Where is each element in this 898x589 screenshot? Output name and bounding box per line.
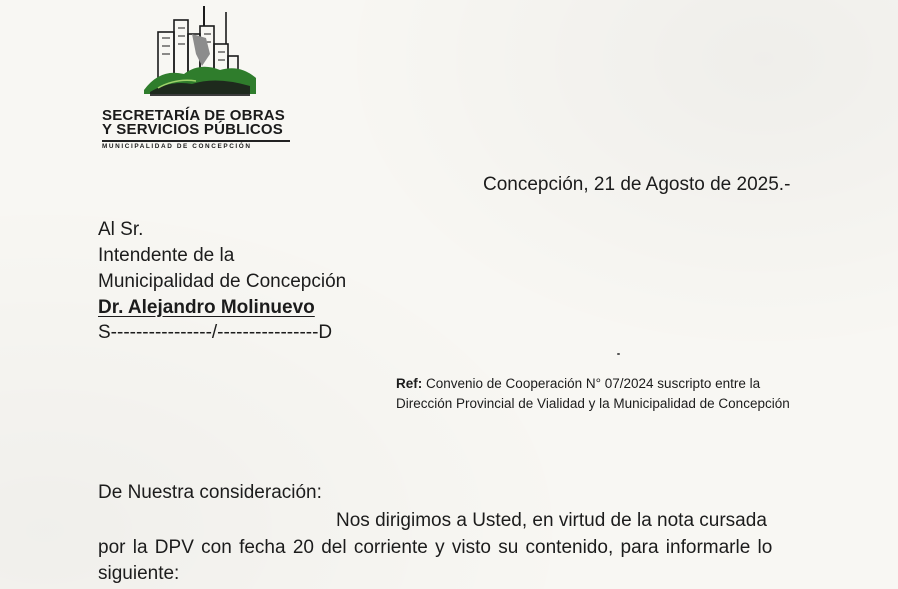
reference-block (396, 374, 816, 414)
logo-title-line2: Y SERVICIOS PÚBLICOS (102, 121, 283, 138)
body-line-2: por la DPV con fecha 20 del corriente y visto su contenido, para informarle lo (98, 537, 773, 558)
body-line-1: Nos dirigimos a Usted, en virtud de la nota cursada (336, 510, 767, 531)
secretaria-logo (100, 4, 296, 154)
letter-date: Concepción, 21 de Agosto de 2025.- (483, 174, 791, 195)
addressee-role: Intendente de la (98, 245, 235, 266)
addressee-institution: Municipalidad de Concepción (98, 271, 347, 292)
paper-speck (617, 353, 620, 355)
logo-subtitle: MUNICIPALIDAD DE CONCEPCIÓN (102, 143, 252, 150)
salutation: De Nuestra consideración: (98, 482, 322, 503)
logo-divider (102, 140, 290, 142)
body-line-3: siguiente: (98, 563, 180, 584)
addressee-sd: S----------------/----------------D (98, 322, 333, 343)
addressee-name: Dr. Alejandro Molinuevo (98, 297, 315, 318)
city-skyline-logo-icon (140, 4, 260, 108)
logo-title-line1: SECRETARÍA DE OBRAS (102, 107, 285, 124)
reference-text: Convenio de Cooperación N° 07/2024 suscripto entre la Dirección Provincial de Vialidad y la Municipalidad de Concepción (396, 376, 790, 411)
reference-label: Ref: (396, 376, 423, 391)
addressee-title: Al Sr. (98, 219, 144, 240)
